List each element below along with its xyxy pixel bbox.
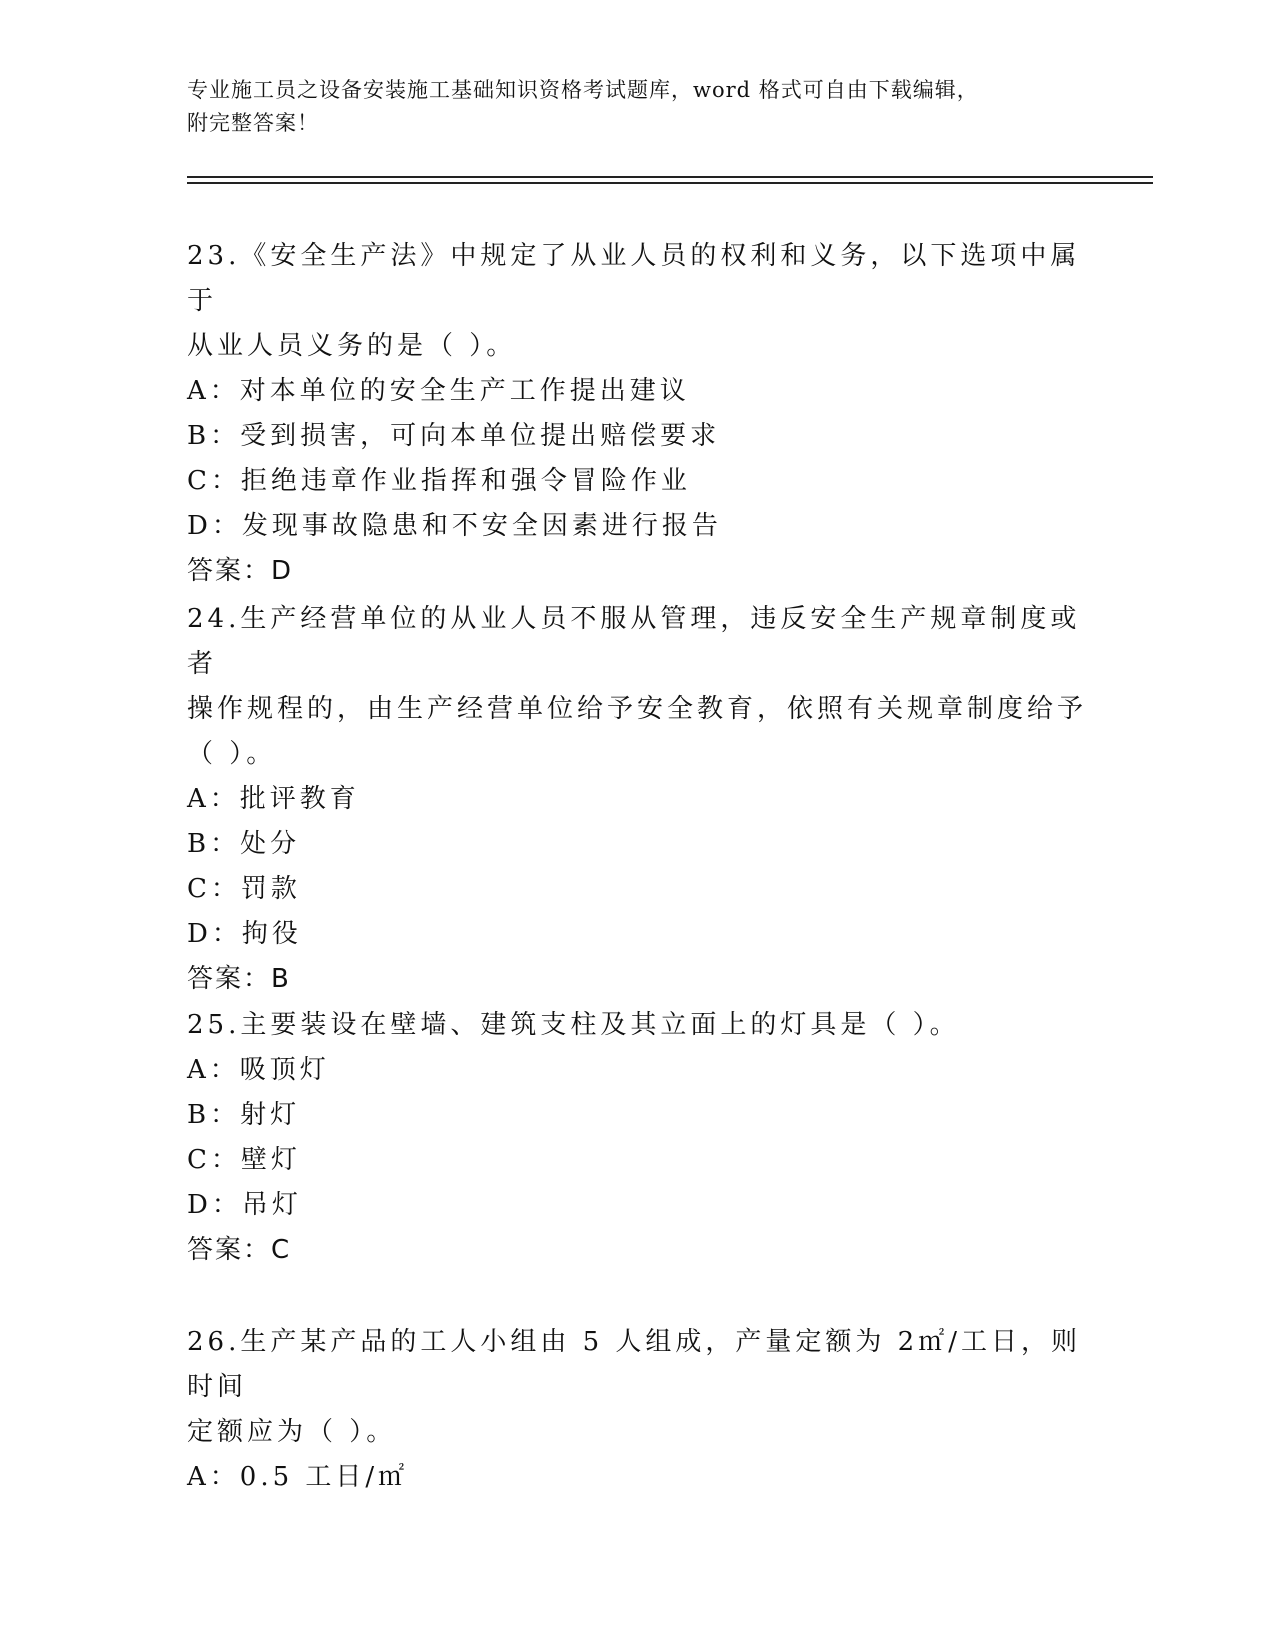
option-c — [187, 867, 1087, 912]
answer-line: 答案：C — [187, 1235, 292, 1265]
question-stem-line: 26.生产某产品的工人小组由 5 人组成，产量定额为 2㎡/工日，则时间 — [187, 1327, 1081, 1402]
question-stem-line: 操作规程的，由生产经营单位给予安全教育，依照有关规章制度给予 — [187, 694, 1088, 724]
option-text: 射灯 — [240, 1100, 301, 1130]
document-header — [187, 74, 1087, 140]
option-text: 罚款 — [240, 874, 301, 904]
option-letter: D： — [187, 919, 242, 949]
option-letter: D： — [187, 1190, 242, 1220]
option-letter: B： — [187, 1100, 241, 1130]
option-d — [187, 504, 1087, 549]
header-line-1: 专业施工员之设备安装施工基础知识资格考试题库，word 格式可自由下载编辑， — [187, 78, 979, 102]
question-stem-line: 23.《安全生产法》中规定了从业人员的权利和义务，以下选项中属于 — [187, 241, 1081, 316]
option-text: 拒绝违章作业指挥和强令冒险作业 — [240, 466, 691, 496]
header-divider-top — [187, 176, 1153, 178]
question-stem-line: 25.主要装设在壁墙、建筑支柱及其立面上的灯具是（ ）。 — [187, 1010, 960, 1040]
option-d — [187, 1183, 1087, 1228]
option-letter: C： — [187, 466, 241, 496]
option-a — [187, 777, 1087, 822]
header-divider-bottom — [187, 182, 1153, 184]
option-text: 拘役 — [241, 919, 302, 949]
question-stem-line: （ ）。 — [187, 739, 277, 769]
option-b — [187, 822, 1087, 867]
option-letter: C： — [187, 1145, 241, 1175]
option-letter: B： — [187, 421, 241, 451]
option-text: 批评教育 — [239, 784, 360, 814]
option-letter: A： — [187, 1462, 240, 1492]
option-text: 吊灯 — [241, 1190, 302, 1220]
question-stem-line: 24.生产经营单位的从业人员不服从管理，违反安全生产规章制度或者 — [187, 604, 1081, 679]
option-text: 壁灯 — [240, 1145, 301, 1175]
question-stem-line: 从业人员义务的是（ ）。 — [187, 331, 517, 361]
option-text: 处分 — [240, 829, 301, 859]
option-a — [187, 1048, 1087, 1093]
option-letter: A： — [187, 376, 240, 406]
option-letter: A： — [187, 784, 240, 814]
answer-line: 答案：B — [187, 964, 291, 994]
option-text: 发现事故隐患和不安全因素进行报告 — [241, 511, 722, 541]
question-24 — [187, 597, 1087, 1002]
option-text: 受到损害，可向本单位提出赔偿要求 — [240, 421, 721, 451]
option-text: 吸顶灯 — [239, 1055, 330, 1085]
option-c — [187, 1138, 1087, 1183]
option-a — [187, 1455, 1087, 1500]
option-b — [187, 1093, 1087, 1138]
option-b — [187, 414, 1087, 459]
option-a — [187, 369, 1087, 414]
header-line-2: 附完整答案！ — [187, 111, 319, 135]
question-25 — [187, 1003, 1087, 1273]
answer-line: 答案：D — [187, 556, 294, 586]
option-letter: A： — [187, 1055, 240, 1085]
option-d — [187, 912, 1087, 957]
option-c — [187, 459, 1087, 504]
option-letter: B： — [187, 829, 241, 859]
question-stem-line: 定额应为（ ）。 — [187, 1417, 397, 1447]
question-26 — [187, 1320, 1087, 1500]
option-letter: D： — [187, 511, 242, 541]
question-23 — [187, 234, 1087, 594]
option-text: 0.5 工日/㎡ — [239, 1462, 409, 1492]
option-text: 对本单位的安全生产工作提出建议 — [239, 376, 690, 406]
option-letter: C： — [187, 874, 241, 904]
